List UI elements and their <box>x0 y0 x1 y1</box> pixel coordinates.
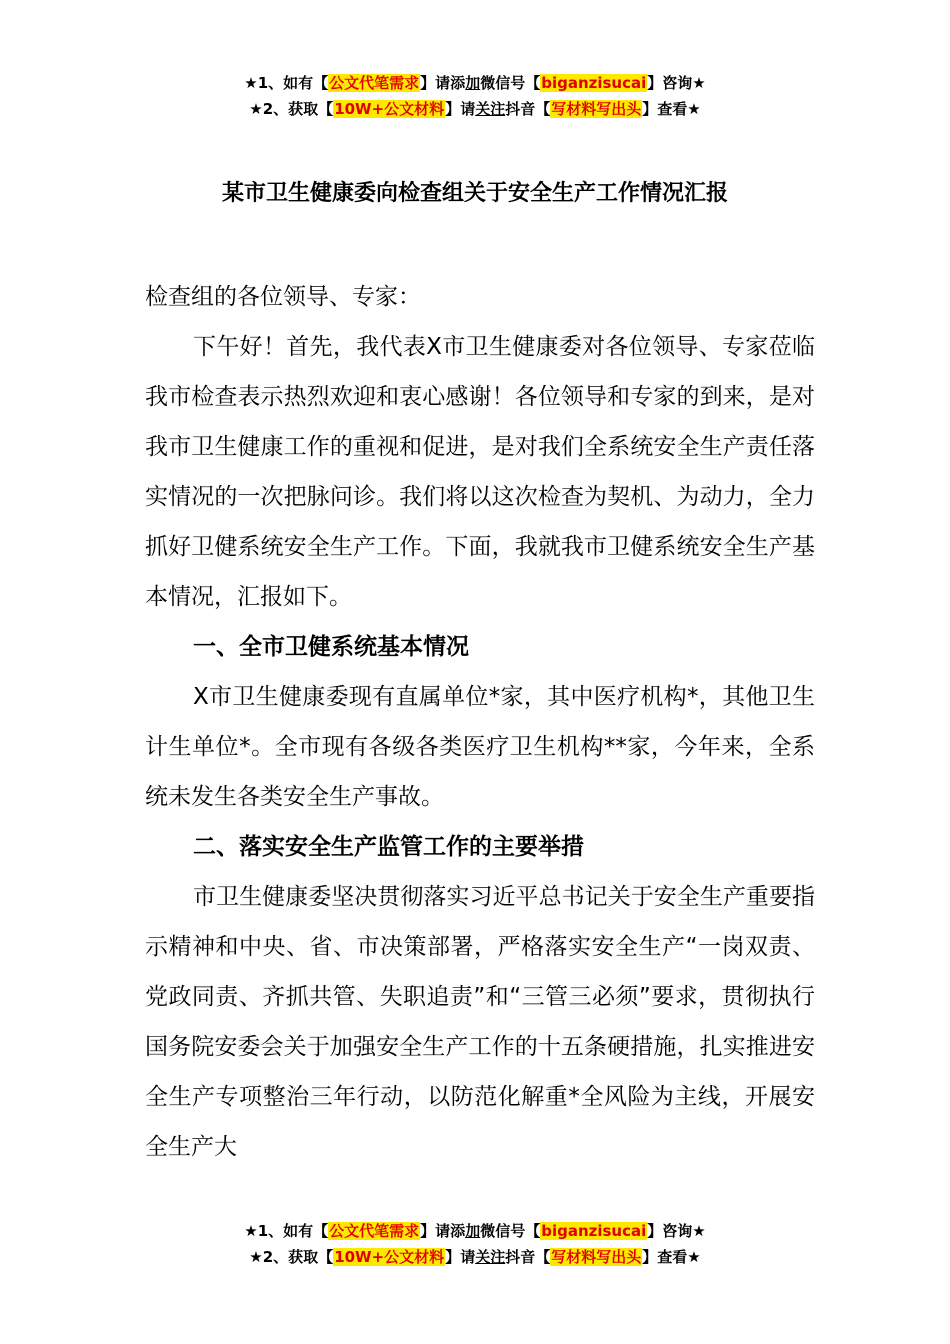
section-heading-2: 二、落实安全生产监管工作的主要举措 <box>193 834 584 860</box>
promo-line-1 <box>0 70 950 96</box>
promo-highlight: biganzisucai <box>541 1222 647 1240</box>
section-heading-1: 一、全市卫健系统基本情况 <box>193 634 469 660</box>
promo-text: 】咨询★ <box>647 74 706 92</box>
promo-highlight: 10W+公文材料 <box>334 1248 445 1266</box>
promo-line-2 <box>0 1244 950 1270</box>
promo-highlight: 公文代笔需求 <box>329 1222 420 1240</box>
promo-text: ★1、如有【 <box>244 1222 329 1240</box>
promo-text: 】请添 <box>420 1222 466 1240</box>
salutation: 检查组的各位领导、专家： <box>145 284 421 310</box>
promo-text: ★1、如有【 <box>244 74 329 92</box>
promo-text: 】查看★ <box>642 1248 701 1266</box>
promo-text: 】请添 <box>420 74 466 92</box>
promo-underline: 加 <box>465 74 481 92</box>
paragraph-section-2: 市卫生健康委坚决贯彻落实习近平总书记关于安全生产重要指示精神和中央、省、市决策部署，严格落实安全生产“一岗双责、党政同责、齐抓共管、失职追责”和“三管三必须”要求，贯彻执行国务院安委会关于加强安全生产工作的十五条硬措施，扎实推进安全生产专项整治三年行动，以防范化解重*全风险为主线，开展安全生产大 <box>145 884 815 1160</box>
promo-text: 微信号【 <box>480 1222 541 1240</box>
promo-text: 抖音【 <box>505 1248 551 1266</box>
paragraph-intro: 下午好！首先，我代表X市卫生健康委对各位领导、专家莅临我市检查表示热烈欢迎和衷心感谢！各位领导和专家的到来，是对我市卫生健康工作的重视和促进，是对我们全系统安全生产责任落实情况的一次把脉问诊。我们将以这次检查为契机、为动力，全力抓好卫健系统安全生产工作。下面，我就我市卫健系统安全生产基本情况，汇报如下。 <box>145 334 815 610</box>
paragraph-section-1: X市卫生健康委现有直属单位*家，其中医疗机构*，其他卫生计生单位*。全市现有各级各类医疗卫生机构**家，今年来，全系统未发生各类安全生产事故。 <box>145 684 815 810</box>
promo-underline: 关注 <box>475 100 506 118</box>
document-title: 某市卫生健康委向检查组关于安全生产工作情况汇报 <box>221 181 728 206</box>
promo-highlight: 10W+公文材料 <box>334 100 445 118</box>
promo-underline: 关注 <box>475 1248 506 1266</box>
promo-highlight: 公文代笔需求 <box>329 74 420 92</box>
promo-line-2 <box>0 96 950 122</box>
promo-text: 】咨询★ <box>647 1222 706 1240</box>
promo-text: ★2、获取【 <box>249 100 334 118</box>
promo-highlight: 写材料写出头 <box>551 1248 642 1266</box>
document-body <box>145 272 815 1172</box>
promo-banner-top <box>0 70 950 122</box>
promo-banner-bottom <box>0 1218 950 1270</box>
promo-text: 抖音【 <box>505 100 551 118</box>
promo-text: 微信号【 <box>480 74 541 92</box>
promo-text: 】请 <box>445 100 476 118</box>
promo-highlight: biganzisucai <box>541 74 647 92</box>
promo-highlight: 写材料写出头 <box>551 100 642 118</box>
promo-text: 】请 <box>445 1248 476 1266</box>
promo-text: 】查看★ <box>642 100 701 118</box>
promo-line-1 <box>0 1218 950 1244</box>
promo-underline: 加 <box>465 1222 481 1240</box>
promo-text: ★2、获取【 <box>249 1248 334 1266</box>
